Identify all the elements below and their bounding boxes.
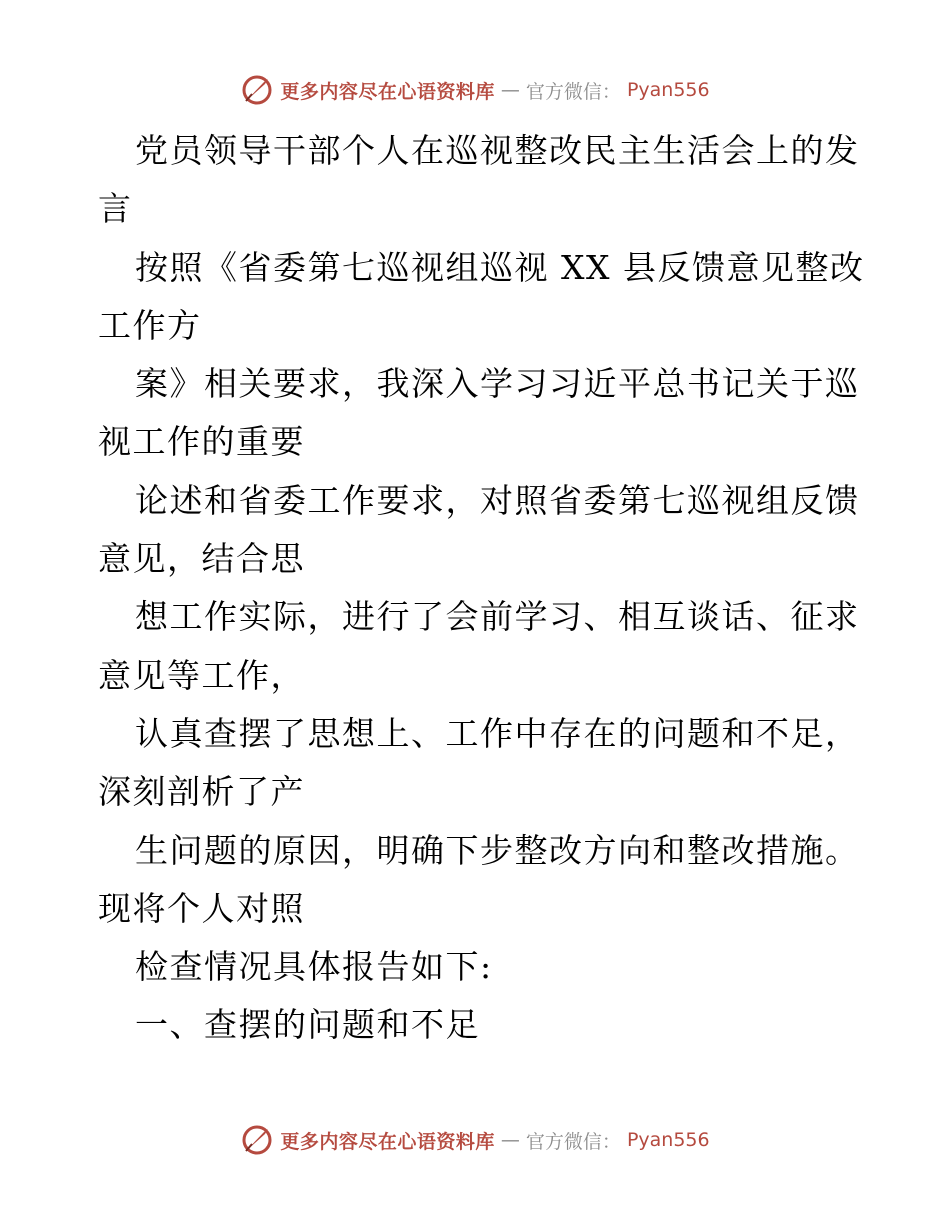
footer-banner <box>0 1120 950 1160</box>
library-text: 更多内容尽在心语资料库 <box>280 1130 495 1153</box>
doc-title-line: 言 <box>98 189 133 229</box>
paragraph-line: 想工作实际，进行了会前学习、相互谈话、征求 <box>135 597 860 637</box>
paragraph-line: 案》相关要求，我深入学习习近平总书记关于巡 <box>135 364 860 404</box>
wechat-id: Pyan556 <box>626 79 710 101</box>
paragraph-line: 意见，结合思 <box>98 539 305 579</box>
paragraph-line: 现将个人对照 <box>98 888 305 928</box>
paragraph-line: 按照《省委第七巡视组巡视 XX 县反馈意见整改 <box>135 247 865 287</box>
paragraph-line: 认真查摆了思想上、工作中存在的问题和不足， <box>135 713 860 753</box>
paragraph-line: 意见等工作， <box>98 655 305 695</box>
paragraph-line: 工作方 <box>98 305 202 345</box>
library-text: 更多内容尽在心语资料库 <box>280 80 495 103</box>
paragraph-line: 检查情况具体报告如下: <box>135 947 493 987</box>
paragraph-line: 深刻剖析了产 <box>98 772 305 812</box>
document-body <box>98 122 865 1055</box>
banner-separator: — <box>500 1129 520 1151</box>
wechat-label: 官方微信： <box>525 80 621 103</box>
quill-pen-icon <box>240 73 274 107</box>
quill-pen-icon <box>240 1123 274 1157</box>
paragraph-line: 论述和省委工作要求，对照省委第七巡视组反馈 <box>135 480 860 520</box>
doc-title-line: 党员领导干部个人在巡视整改民主生活会上的发 <box>135 131 860 170</box>
wechat-id: Pyan556 <box>626 1129 710 1151</box>
banner-separator: — <box>500 79 520 101</box>
section-heading: 一、查摆的问题和不足 <box>135 1005 480 1045</box>
paragraph-line: 视工作的重要 <box>98 422 305 462</box>
paragraph-line: 生问题的原因，明确下步整改方向和整改措施。 <box>135 830 860 870</box>
wechat-label: 官方微信： <box>525 1130 621 1153</box>
header-banner <box>0 70 950 110</box>
